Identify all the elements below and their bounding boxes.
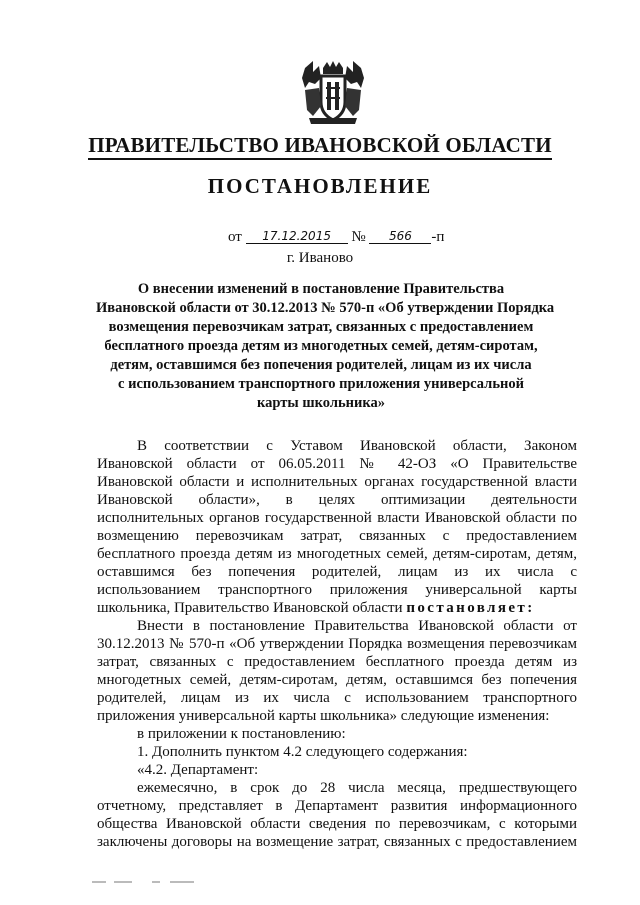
body-line: родителей, лицам из их числа с использованием транспортного	[97, 690, 577, 706]
body-line: 30.12.2013 № 570-п «Об утверждении Порядка возмещения перевозчикам	[97, 636, 577, 652]
body-line: использованием транспортного приложения универсальной карты	[97, 582, 577, 598]
date-number-line	[228, 229, 444, 246]
body-line: в приложении к постановлению:	[137, 726, 346, 742]
body-line: оставшимся без попечения родителей, лицам из их числа с	[97, 564, 577, 580]
body-line: исполнительных органов государственной власти Ивановской области по	[97, 510, 577, 526]
body-line: возмещению перевозчикам затрат, связанных с предоставлением	[97, 528, 577, 544]
body-line: Внести в постановление Правительства Ивановской области от	[137, 618, 577, 634]
heading-line: возмещения перевозчикам затрат, связанных с предоставлением	[108, 319, 534, 335]
body-line: Ивановской области и исполнительных органах государственной власти	[97, 474, 577, 490]
body-line: многодетных семей, детям-сиротам, детям, оставшимся без попечения	[97, 672, 577, 688]
body-line: ежемесячно, в срок до 28 числа месяца, предшествующего	[137, 780, 577, 796]
document-body	[97, 437, 577, 851]
body-line: Ивановской области», в целях оптимизации деятельности	[97, 492, 577, 508]
city: г. Иваново	[286, 250, 354, 266]
body-line: заключены договоры на возмещение затрат, связанных с предоставлением	[97, 834, 577, 850]
heading-line: бесплатного проезда детям из многодетных семей, детям-сиротам,	[104, 338, 538, 354]
number-value: 566	[369, 229, 431, 244]
date-value: 17.12.2015	[246, 229, 348, 244]
number-suffix: -п	[431, 229, 445, 245]
body-line: отчетному, представляет в Департамент развития информационного	[97, 798, 577, 814]
body-line: Ивановской области от 06.05.2011 № 42-ОЗ «О Правительстве	[97, 456, 577, 472]
number-prefix: №	[351, 229, 366, 245]
heading-line: О внесении изменений в постановление Правительства	[137, 281, 505, 297]
body-line: общества Ивановской области сведения по перевозчикам, с которыми	[97, 816, 577, 832]
body-text: школьника, Правительство Ивановской области	[97, 600, 403, 616]
coat-of-arms-icon	[299, 58, 367, 126]
body-line: 1. Дополнить пунктом 4.2 следующего содержания:	[137, 744, 468, 760]
heading-line: с использованием транспортного приложения универсальной	[118, 376, 524, 392]
organization-title: ПРАВИТЕЛЬСТВО ИВАНОВСКОЙ ОБЛАСТИ	[0, 133, 640, 158]
heading-line: детям, оставшимся без попечения родителей, лицам из их числа	[110, 357, 532, 373]
body-line: бесплатного проезда детям из многодетных семей, детям-сиротам, детям,	[97, 546, 577, 562]
body-line: приложения универсальной карты школьника» следующие изменения:	[97, 708, 550, 724]
body-line: затрат, связанных с предоставлением бесплатного проезда детям из	[97, 654, 577, 670]
body-line: «4.2. Департамент:	[137, 762, 259, 778]
date-prefix: от	[228, 229, 242, 245]
heading-line: Ивановской области от 30.12.2013 № 570-п «Об утверждении Порядка	[96, 300, 555, 316]
body-line	[97, 599, 577, 617]
body-line: В соответствии с Уставом Ивановской области, Законом	[137, 438, 577, 454]
document-type: ПОСТАНОВЛЕНИЕ	[207, 174, 433, 198]
decree-keyword: постановляет:	[406, 600, 535, 616]
document-heading	[96, 280, 555, 413]
footer-smudge	[92, 879, 202, 885]
heading-line: карты школьника»	[257, 395, 385, 411]
